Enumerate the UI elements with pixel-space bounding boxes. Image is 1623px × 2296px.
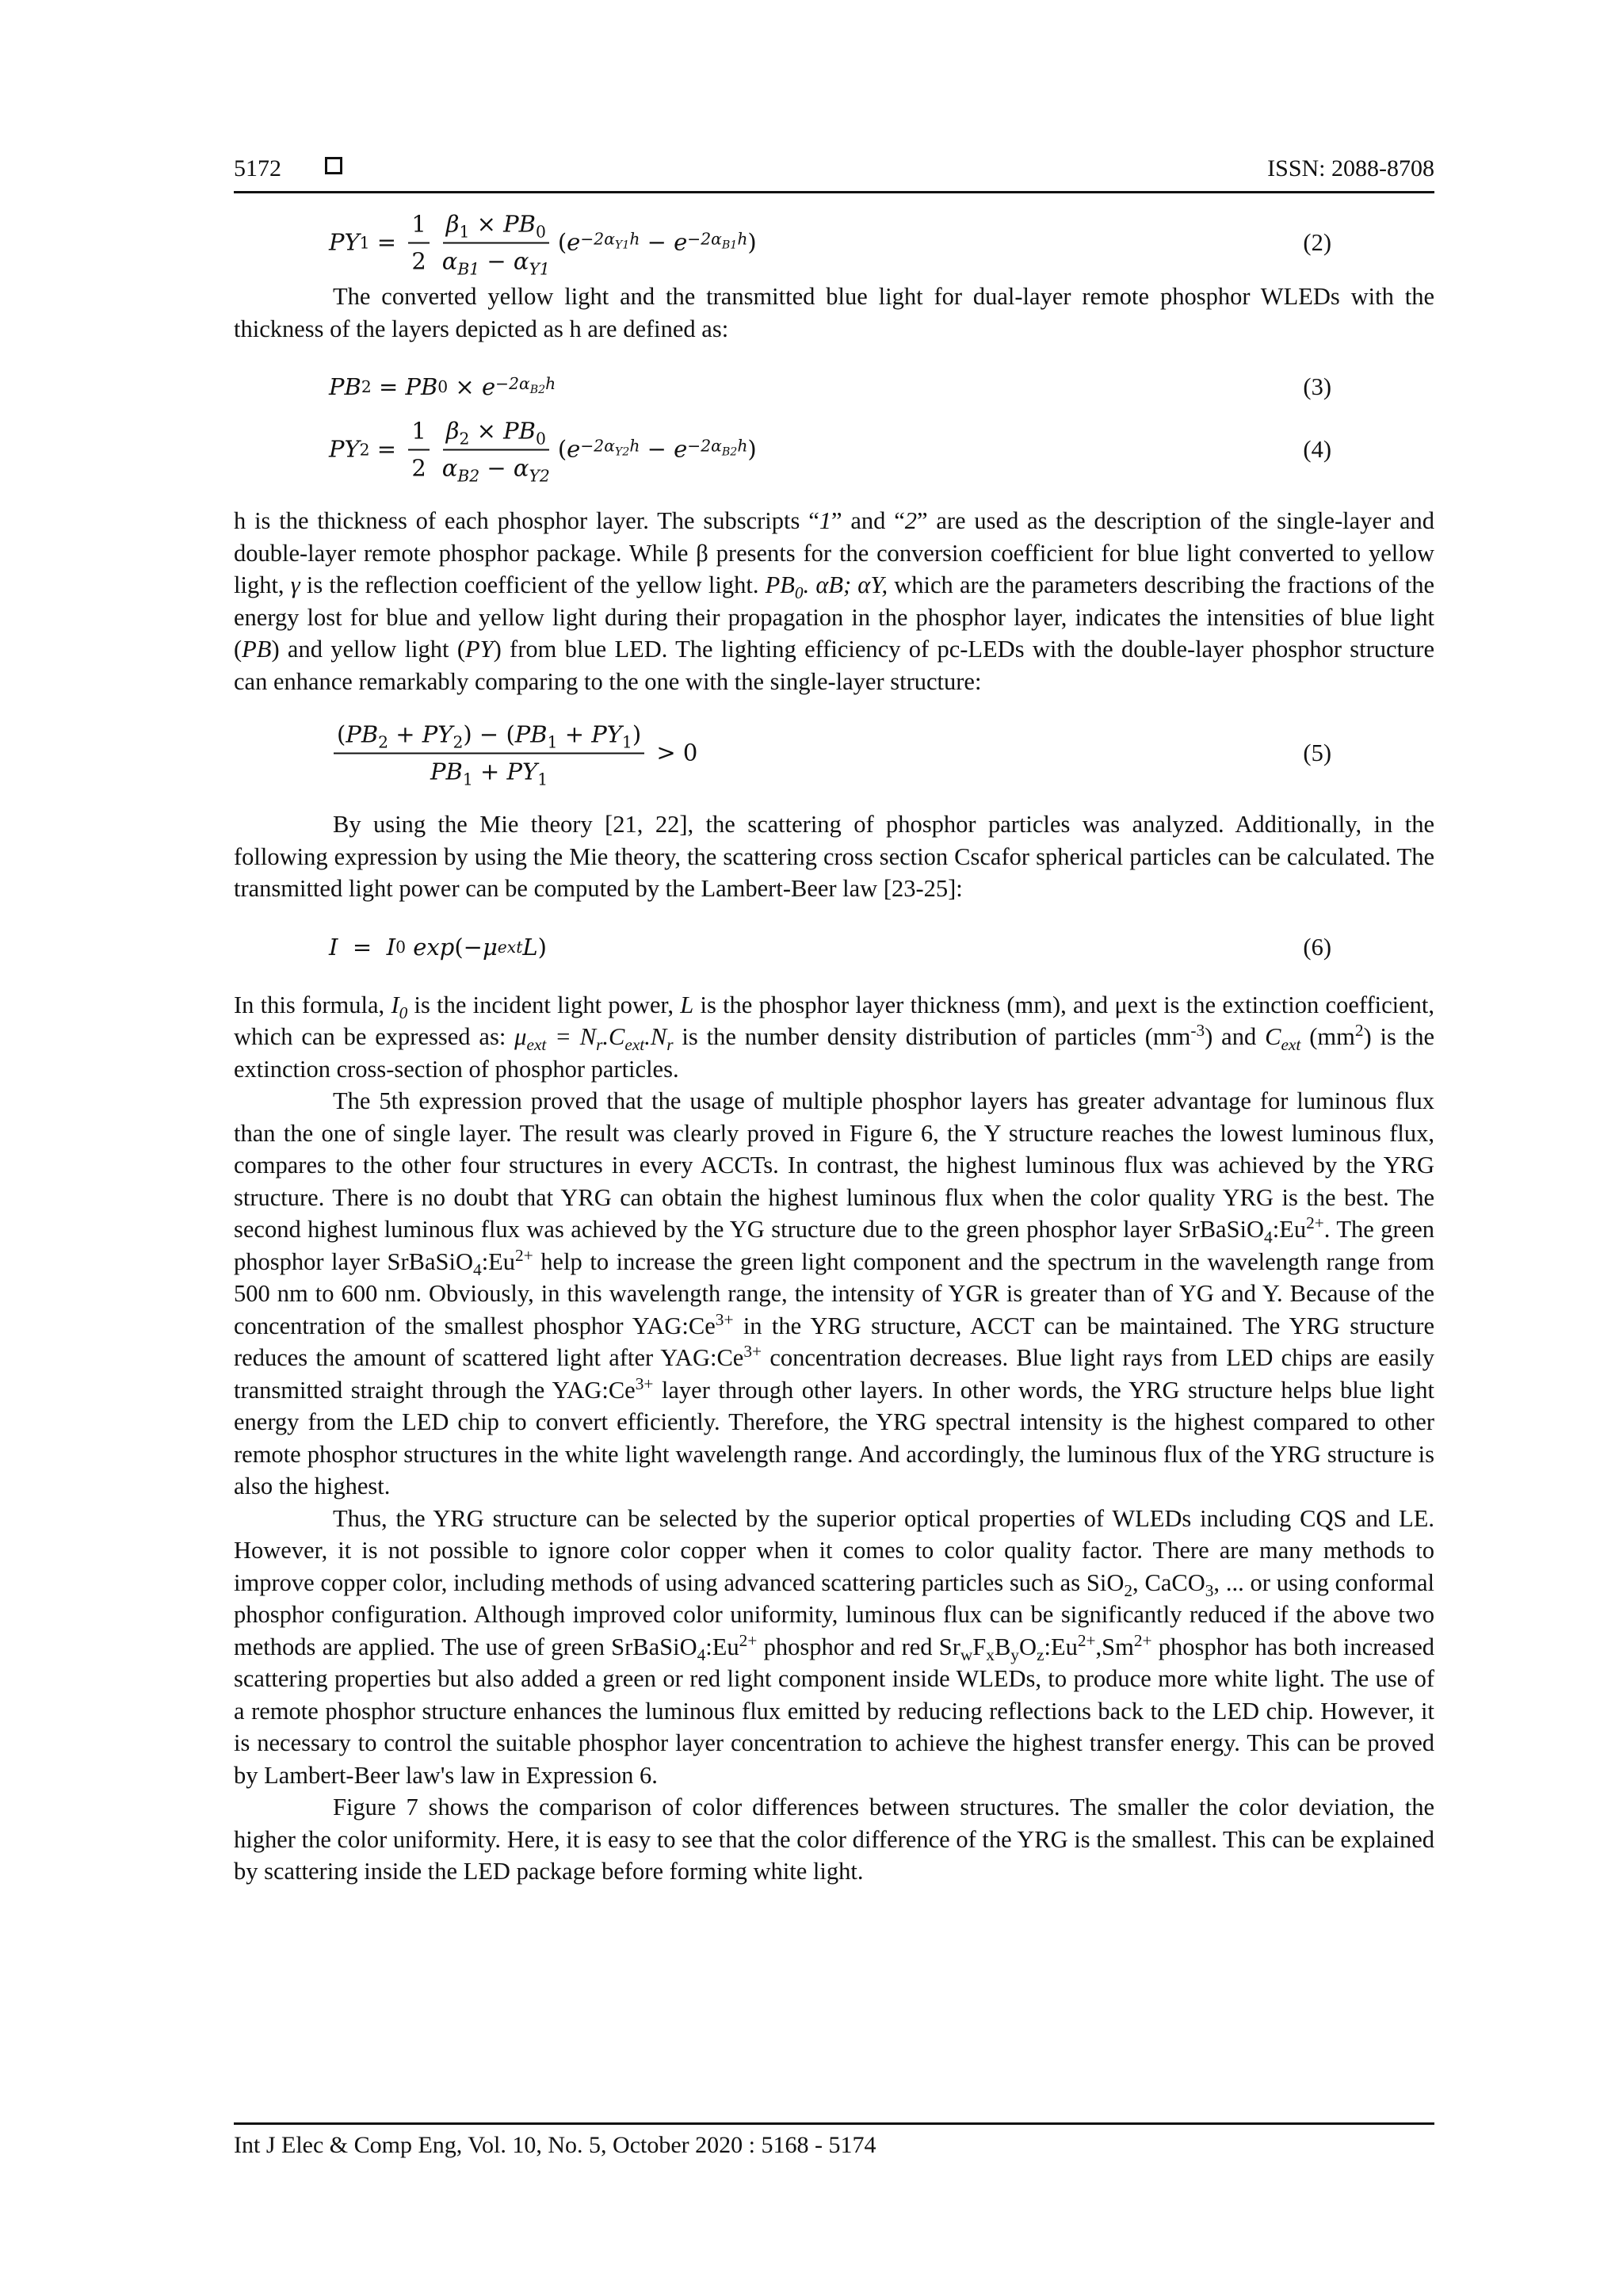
equation-4 xyxy=(234,411,1434,487)
equation-3 xyxy=(234,362,1434,411)
equation-6-number: (6) xyxy=(1303,933,1331,961)
equation-2 xyxy=(234,204,1434,281)
paragraph-4: In this formula, $I_0$ is the incident light power, L is the phosphor layer thickness (mm), and μext is the extinction coefficient, which can be expressed as: $\mu_{ext} = N_r.C_{ext}.N_r$ is the number density distribution of particles $(mm^{-3})$ and $C_{ext}$ $(mm^2)$ is the extinction cross-section of phosphor particles. xyxy=(234,991,1435,1083)
paragraph-5: The 5th expression proved that the usage of multiple phosphor layers has greater advantage for luminous flux than the one of single layer. The result was clearly proved in Figure 6, the Y structure reaches the lowest luminous flux, compares to the other four structures in every ACCTs. In contrast, the highest luminous flux was achieved by the YRG structure. There is no doubt that YRG can obtain the highest luminous flux when the color quality YRG is the best. The second highest luminous flux was achieved by the YG structure due to the green phosphor layer $SrBaSiO_4:Eu^{2+}$. The green phosphor layer $SrBaSiO_4:Eu^{2+}$ help to increase the green light component and the spectrum in the wavelength range from 500 nm to 600 nm. Obviously, in this wavelength range, the intensity of YGR is greater than of YG and Y. Because of the concentration of the smallest phosphor $YAG:Ce^{3+}$ in the YRG structure, ACCT can be maintained. The YRG structure reduces the amount of scattered light after $YAG:Ce^{3+}$ concentration decreases. Blue light rays from LED chips are easily transmitted straight through the $YAG:Ce^{3+}$ layer through other layers. In other words, the YRG structure helps blue light energy from the LED chip to convert efficiently. Therefore, the YRG spectral intensity is the highest compared to other remote phosphor structures in the white light wavelength range. And accordingly, the luminous flux of the YRG structure is also the highest. xyxy=(234,1087,1435,1499)
equation-4-number: (4) xyxy=(1303,435,1331,463)
paragraph-3: By using the Mie theory [21, 22], the scattering of phosphor particles was analyzed. Additionally, in the following expression by using the Mie theory, the scattering cross section Cscafor spherical particles can be calculated. The transmitted light power can be computed by the Lambert-Beer law [23-25]: xyxy=(234,811,1434,902)
equation-6 xyxy=(234,923,1434,972)
footer-citation: Int J Elec & Comp Eng, Vol. 10, No. 5, October 2020 : 5168 - 5174 xyxy=(234,2132,876,2158)
equation-5-expression: $\frac{(PB_2 + PY_2) - (PB_1 + PY_1)}{PB_1 + PY_1}$ > 0 xyxy=(329,719,697,788)
equation-3-number: (3) xyxy=(1303,372,1331,400)
equation-3-expression: PB 2 = PB 0 × e $-2\alpha_{B2}h$ xyxy=(329,372,556,400)
square-icon xyxy=(325,157,342,174)
paragraph-2: h is the thickness of each phosphor layer. The subscripts “1” and “2” are used as the description of the single-layer and double-layer remote phosphor package. While β presents for the conversion coefficient for blue light converted to yellow light, γ is the reflection coefficient of the yellow light. $PB_0$. αB; αY, which are the parameters describing the fractions of the energy lost for blue and yellow light during their propagation in the phosphor layer, indicates the intensities of blue light (PB) and yellow light (PY) from blue LED. The lighting efficiency of pc-LEDs with the double-layer phosphor structure can enhance remarkably comparing to the one with the single-layer structure: xyxy=(234,507,1434,695)
page-header xyxy=(234,155,1434,190)
header-rule xyxy=(234,191,1434,193)
footer-rule xyxy=(234,2122,1434,2125)
paragraph-1: The converted yellow light and the transmitted blue light for dual-layer remote phosphor WLEDs with the thickness of the layers depicted as h are defined as: xyxy=(234,283,1434,342)
issn: ISSN: 2088-8708 xyxy=(1267,155,1434,181)
article-body xyxy=(234,204,1434,1888)
paragraph-7: Figure 7 shows the comparison of color differences between structures. The smaller the color deviation, the higher the color uniformity. Here, it is easy to see that the color difference of the YRG is the smallest. This can be explained by scattering inside the LED package before forming white light. xyxy=(234,1794,1434,1885)
equation-4-expression: PY 2 = $\frac{1}{2}$ $\frac{\beta_2 \times PB_0}{\alpha_{B2} - \alpha_{Y2}}$ ( e $-2\alpha_{Y2}h$ − e $-2\alpha_{B2}h$ ) xyxy=(329,415,757,484)
equation-2-number: (2) xyxy=(1303,228,1331,256)
equation-2-expression: PY 1 = $\frac{1}{2}$ $\frac{\beta_1 \times PB_0}{\alpha_{B1} - \alpha_{Y1}}$ ( e $-2\alpha_{Y1}h$ − e $-2\alpha_{B1}h$ ) xyxy=(329,208,757,277)
equation-5 xyxy=(234,715,1434,791)
equation-5-number: (5) xyxy=(1303,739,1331,766)
equation-6-expression: I = I 0 exp ( −μ ext L ) xyxy=(329,933,547,961)
page-number: 5172 xyxy=(234,155,281,181)
paragraph-6: Thus, the YRG structure can be selected by the superior optical properties of WLEDs including CQS and LE. However, it is not possible to ignore color copper when it comes to color quality factor. There are many methods to improve copper color, including methods of using advanced scattering particles such as SiO$_2$, CaCO$_3$, ... or using conformal phosphor configuration. Although improved color uniformity, luminous flux can be significantly reduced if the above two methods are applied. The use of green $SrBaSiO_4:Eu^{2+}$ phosphor and red $Sr_wF_xB_yO_z:Eu^{2+},Sm^{2+}$ phosphor has both increased scattering properties but also added a green or red light component inside WLEDs, to produce more white light. The use of a remote phosphor structure enhances the luminous flux emitted by reducing reflections back to the LED chip. However, it is necessary to control the suitable phosphor layer concentration to achieve the highest transfer energy. This can be proved by Lambert-Beer law's law in Expression 6. xyxy=(234,1504,1435,1789)
